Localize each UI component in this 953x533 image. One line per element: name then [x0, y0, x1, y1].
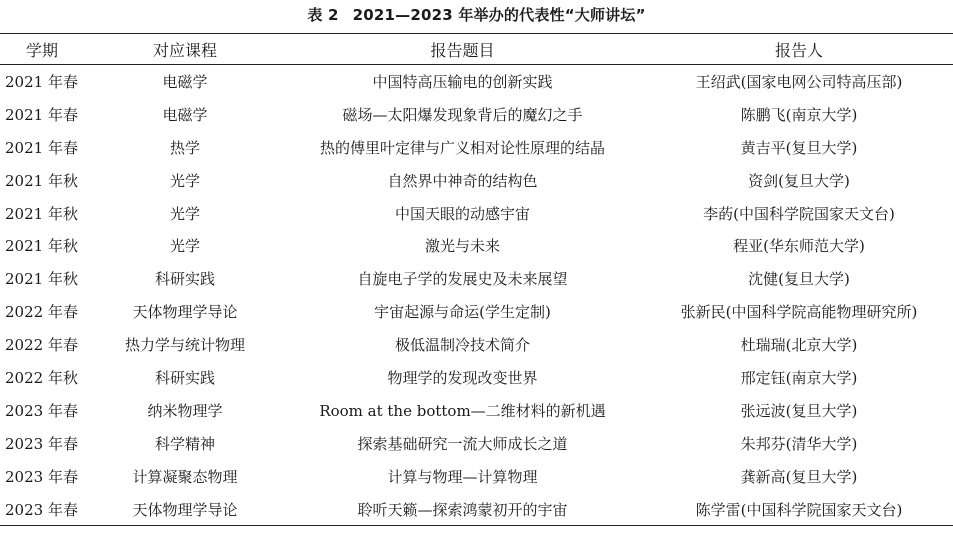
cell-course: 计算凝聚态物理 — [132, 467, 238, 486]
cell-report-title: 激光与未来 — [424, 237, 500, 256]
table-row — [0, 197, 953, 230]
cell-report-title: 热的傅里叶定律与广义相对论性原理的结晶 — [319, 138, 605, 157]
lecture-table — [0, 33, 953, 526]
header-report-title: 报告题目 — [430, 40, 495, 60]
cell-report-title: 宇宙起源与命运(学生定制) — [374, 303, 551, 322]
table-row — [0, 328, 953, 361]
cell-term: 2022 年秋 — [5, 368, 78, 387]
table-caption — [0, 4, 953, 25]
table-row — [0, 361, 953, 394]
cell-course: 科研实践 — [154, 270, 215, 289]
table-number: 表 2 — [307, 6, 339, 24]
cell-course: 光学 — [169, 204, 200, 223]
table-row — [0, 493, 953, 526]
cell-course: 电磁学 — [162, 72, 208, 91]
cell-term: 2023 年春 — [5, 467, 78, 486]
cell-report-title: Room at the bottom—二维材料的新机遇 — [319, 401, 606, 420]
cell-speaker: 陈鹏飞(南京大学) — [740, 105, 858, 124]
cell-report-title: 磁场—太阳爆发现象背后的魔幻之手 — [342, 105, 583, 124]
cell-speaker: 朱邦芬(清华大学) — [740, 434, 858, 453]
table-row — [0, 229, 953, 262]
cell-term: 2021 年春 — [5, 138, 78, 157]
cell-report-title: 自然界中神奇的结构色 — [387, 171, 538, 190]
cell-course: 科研实践 — [154, 368, 215, 387]
cell-report-title: 探索基础研究一流大师成长之道 — [357, 434, 568, 453]
cell-term: 2023 年春 — [5, 401, 78, 420]
cell-course: 电磁学 — [162, 105, 208, 124]
table-row — [0, 394, 953, 427]
cell-speaker: 程亚(华东师范大学) — [733, 237, 865, 256]
table-row — [0, 460, 953, 493]
cell-report-title: 自旋电子学的发展史及未来展望 — [357, 270, 568, 289]
cell-speaker: 张远波(复旦大学) — [740, 401, 858, 420]
cell-speaker: 资剑(复旦大学) — [748, 171, 850, 190]
cell-course: 天体物理学导论 — [132, 303, 238, 322]
cell-report-title: 物理学的发现改变世界 — [387, 368, 538, 387]
table-row — [0, 98, 953, 131]
cell-term: 2022 年春 — [5, 336, 78, 355]
cell-speaker: 杜瑞瑞(北京大学) — [740, 336, 858, 355]
cell-course: 科学精神 — [154, 434, 215, 453]
table-row — [0, 65, 953, 98]
cell-term: 2023 年春 — [5, 500, 78, 519]
cell-term: 2021 年秋 — [5, 204, 78, 223]
cell-report-title: 计算与物理—计算物理 — [387, 467, 538, 486]
cell-report-title: 中国天眼的动感宇宙 — [394, 204, 530, 223]
cell-course: 天体物理学导论 — [132, 500, 238, 519]
cell-speaker: 黄吉平(复旦大学) — [740, 138, 858, 157]
header-course: 对应课程 — [152, 40, 217, 60]
cell-report-title: 聆听天籁—探索鸿蒙初开的宇宙 — [357, 500, 568, 519]
table-row — [0, 295, 953, 328]
cell-speaker: 李菂(中国科学院国家天文台) — [703, 204, 895, 223]
cell-report-title: 极低温制冷技术简介 — [394, 336, 530, 355]
cell-speaker: 陈学雷(中国科学院国家天文台) — [695, 500, 903, 519]
header-speaker: 报告人 — [774, 40, 823, 60]
cell-course: 纳米物理学 — [147, 401, 223, 420]
cell-speaker: 龚新高(复旦大学) — [740, 467, 858, 486]
cell-term: 2023 年春 — [5, 434, 78, 453]
table-title: 2021—2023 年举办的代表性“大师讲坛” — [352, 6, 646, 24]
cell-speaker: 沈健(复旦大学) — [748, 270, 850, 289]
header-term: 学期 — [26, 40, 59, 60]
table-row — [0, 262, 953, 295]
cell-term: 2021 年秋 — [5, 270, 78, 289]
cell-term: 2021 年春 — [5, 72, 78, 91]
cell-speaker: 张新民(中国科学院高能物理研究所) — [680, 303, 918, 322]
table-row — [0, 131, 953, 164]
cell-course: 光学 — [169, 171, 200, 190]
cell-term: 2021 年秋 — [5, 171, 78, 190]
cell-term: 2022 年春 — [5, 303, 78, 322]
cell-speaker: 王绍武(国家电网公司特高压部) — [695, 72, 903, 91]
table-row — [0, 427, 953, 460]
cell-course: 热力学与统计物理 — [124, 336, 245, 355]
cell-speaker: 邢定钰(南京大学) — [740, 368, 858, 387]
table-header-row — [0, 34, 953, 65]
cell-report-title: 中国特高压输电的创新实践 — [372, 72, 553, 91]
cell-course: 热学 — [169, 138, 200, 157]
cell-term: 2021 年春 — [5, 105, 78, 124]
table-row — [0, 164, 953, 197]
cell-course: 光学 — [169, 237, 200, 256]
cell-term: 2021 年秋 — [5, 237, 78, 256]
